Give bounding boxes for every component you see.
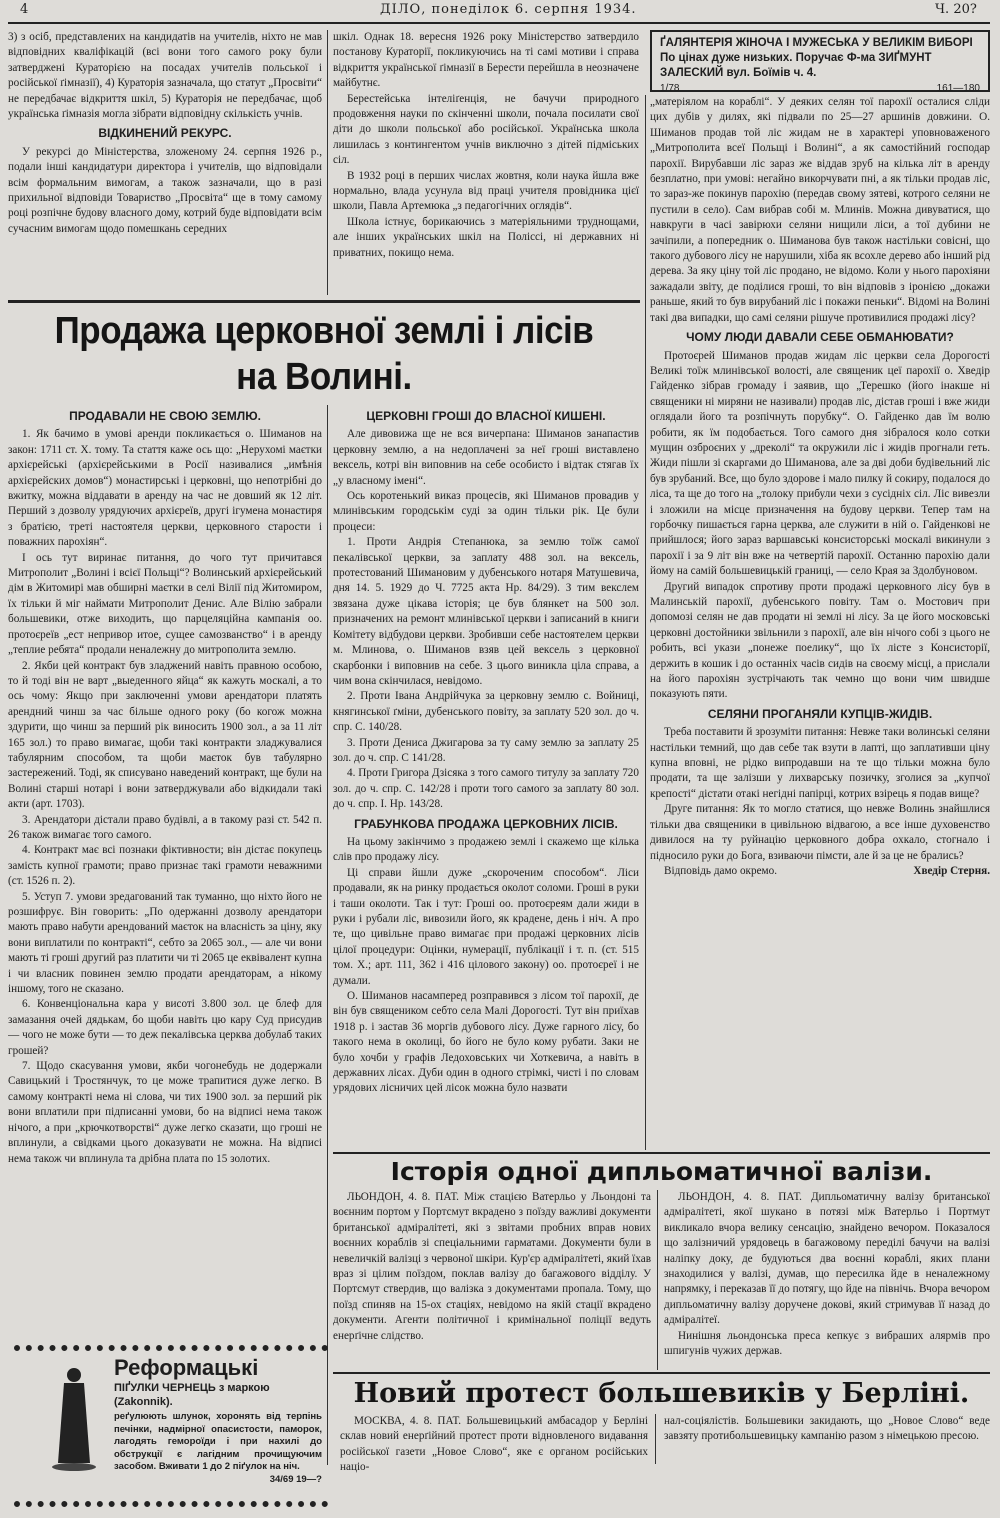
- headline-line: Продажа церковної землі і лісів: [54, 310, 594, 352]
- paragraph: 2. Якби цей контракт був зладжений навіть правною особою, то й тоді він не варт „выеденного яйца“ як кажуть москалі, а то ось чому: Якщо при заключенні умови арендатори платять арендний чинш за час більше одного року (бо когож можна здурити, що чинш за перший рік виносить 1900 зол., а за 11 літ 165 зол.) то право вимагає, щоби такі контракти зладжувалися табулярним способом, та щоби маєток був табулярно застережений. Тоді, як списувано наведений контракт, ще були на Волині старші нотарі і вони затверджували або відкидали такі акти (арт. 1703).: [8, 659, 322, 811]
- paragraph: 1. Як бачимо в умові аренди покликається о. Шиманов на закон: 1711 ст. Х. тому. Та стаття каже ось що: „Нерухомі маєтки архієрейські (архієрейськими в Росії називалися „имѣнія архієрейских домов“) монастирські і церковні, що непотрібні до вжитку, можна віддавати в аренду на час не довший як 12 літ. Перший з дозволу урядуючих архієреїв, другі ігумена монастиря з братією, треті настоятеля церкви, церковного старости і поважних парохіян“.: [8, 428, 322, 549]
- paragraph: 3) з осіб, представлених на кандидатів на учителів, ніхто не мав відповідних кваліфікацій (всі вони того самого року були затверджені Кураторією на посадах учителів польської і російської ґімназії), 4) Кураторія зазначала, що статут „Просвіти“ не передбачає відкриття шкіл, 5) Кураторія не передбачає, щоб українська ґімназія могла зібрати відповідну скількість учнів.: [8, 31, 322, 121]
- paragraph: Протоєрей Шиманов продав жидам ліс церкви села Дорогості Великі тоїж млинівської волості, але священик цеї парохії о. Хведір Гайденко зібрав громаду і заявив, що „Терешко (його інакше ні священики ні миряни не називали) продав ліс, дістав гроші і вже жиди оглядали його та розпічнуть порубку“. О. Гайденко дав їм волю робити, як їм подобається. Того самого дня зібралося коло сотки мущин озброєних у „дреколі“ та окружили ліс і жидів прогнали геть. Жиди пішли зі скаргами до Шиманова, але за дві доби будівельний ліс був зрубаний. Все, що було здорове і мало пилку й сокиру, подалося до ліса, та ще до того на „толоку прибули чехи з сусідніх сіл. Ліс вивезли і зложили на місце призначення на будову церкви. Тепер там на горбочку пишається гарна церква, але служити в ній о. Гайденкові не прийшлося; його зараз варшавські консисторські москалі викинули з парохії і за 9 літ він вже на четвертій парохії. Останню парохію дали йому на самій большевицькій границі, — село Края за Здолбуновом.: [650, 349, 990, 578]
- paragraph: шкіл. Однак 18. вересня 1926 року Міністерство затвердило постанову Кураторії, покликуючись на ті самі мотиви і справа відкриття української ґімназії в Берести перейшла в неозначене майбутнє.: [333, 31, 639, 90]
- section-heading: ВІДКИНЕНИЙ РЕКУРС.: [98, 126, 232, 141]
- paragraph: Треба поставити й зрозуміти питання: Невже таки волинські селяни настільки темний, що дав себе так взути в лапті, що заплативши ціну купна вповні, не рідко випродавши на те що тільки можна було продати, та ще залізши у лихварську позичку, зголися за „купчої крепості“ дістати отакі негідні папірці, котрих взірець я подав вище?: [650, 726, 990, 800]
- paragraph: І ось тут виринає питання, до чого тут причитався Митрополит „Волині і всієї Польщі“? Волинський архієрейський дім в Житомирі мав обширні маєтки в селі Вілії під Житомиром, їх тільки й міг наймати Митрополит Денис. Але Вілію забрали большевики, отже виходить, що парцеляційна кампанія оо. протоєреїв „ест непривор итое, сущее самозванство“ і в аренду „теплие ребята“ продали неналежну до митрополита землю.: [8, 551, 322, 657]
- story-rule: [333, 1372, 990, 1374]
- paragraph: 3. Проти Дениса Джигарова за ту саму землю за заплату 25 зол. до ч. спр. С 141/28.: [333, 736, 639, 764]
- pills-ad-body: [114, 1355, 322, 1486]
- article-column-1: [8, 405, 322, 1337]
- column-divider: [655, 1414, 656, 1464]
- author-signature: Хведір Стерня.: [913, 864, 990, 877]
- story-rule: [333, 1152, 990, 1154]
- section-heading: ЧОМУ ЛЮДИ ДАВАЛИ СЕБЕ ОБМАНЮВАТИ?: [686, 330, 954, 345]
- story3-column-2: [664, 1414, 990, 1474]
- page-number: 4: [20, 2, 29, 17]
- story2-column-2: [664, 1190, 990, 1370]
- paragraph: Ці справи йшли дуже „скороченим способом“. Ліси продавали, як на ринку продається околот соломи. Гроші в руки і таши околоти. Так і тут: Гроші оо. протоєреям дали жиди в руки і рубали ліс, вивозили його, як крадене, день і ніч. А про те, що цивільне право вимагає при продажі церковних лісів цілої процедури: Оцінки, нумерації, публікації і т. п. (ст. 515 том. Х.; арт. 111, 362 і 416 цілового закону) оо. протоєреї і не думали.: [333, 866, 639, 987]
- masthead: ДІЛО, понеділок 6. серпня 1934.: [380, 2, 637, 17]
- story3-column-1: [340, 1414, 648, 1474]
- paragraph: В 1932 році в перших числах жовтня, коли наука йшла вже нормально, влада усунула від праці учителя провідника цієї школи, Павла Артемюка „з педагогічних оглядів“.: [333, 169, 639, 213]
- paragraph: нал-соціялістів. Большевики закидають, що „Новое Слово“ веде завзяту протибольшевицьку кампанію разом з німецькою пресою.: [664, 1415, 990, 1443]
- paragraph: ЛЬОНДОН, 4. 8. ПАТ. Між стацією Ватерльо у Льондоні та воєнним портом у Портсмут вкрадено з поїзду важливі документи британської адміралітеті, які з звітами пробних вправ нових воєнних кораблів зі спеціальними гарматами. Документи були в невеличкій валізці з червоної шкіри. Кур'єр адміралітеті, який їхав враз зі цілим поїздом, поклав валізу до багажового відділу. У Портсмут ствердив, що валізка з документами пропала. Тому, що поїзд спиняв на 15-ох стаціях, невідомо на якій стації вкрадено документи. Агенти політичної і кримінальної поліції ведуть енерґічне слідство.: [333, 1191, 651, 1342]
- paragraph: Другий випадок спротиву проти продажі церковного лісу був в Малинській парохії, дубенського повіту. Там о. Мостович при допомозі селян не дав продати ні землі ні лісу. За це його московські церковні достойники звільнили з парохії, але він нічого собі з цього не робить, всі укази „понеже поелику“, що їх лісте з Консисторії, держить в кошик і до останніх часів сидів на своєму місці, а прислали на його парохіян зустрічають так чемно що вони чим швидше показують пяти.: [650, 580, 990, 701]
- paragraph: Нинішня льондонська преса кепкує з вибраших алярмів про шпигунів чужих держав.: [664, 1329, 990, 1358]
- ad-code: 161—180: [936, 83, 980, 94]
- article-column-3: [650, 95, 990, 1150]
- issue-number: Ч. 20?: [935, 2, 977, 17]
- monk-illustration-icon: [44, 1365, 104, 1475]
- section-heading: СЕЛЯНИ ПРОГАНЯЛИ КУПЦІВ-ЖИДІВ.: [707, 706, 933, 721]
- main-headline: [8, 308, 640, 400]
- ad-code: 34/69 19—?: [269, 1473, 322, 1485]
- paragraph: На цьому закінчимо з продажею землі і скажемо ще кілька слів про продажу лісу.: [333, 835, 639, 864]
- paragraph: ЛЬОНДОН, 4. 8. ПАТ. Дипльоматичну валізу британської адміралітеті, якої шукано в потязі між Ватерльо і Портмут викликало вчора велику сенсацію, знайдено вечором. Показалося що залізничий урядовець в багажовому переділі бачучи на валізі наліпку доку, де будуються два воєнні кораблі, яких плани знаходилися у валізі, думав, що пересилка йде в неналежному напрямку, і переказав її до потягу, що йде на північь. Вчора вечором дипльоматичну валізу доручене докові, який стримував її назад до адміралітеї.: [664, 1191, 990, 1327]
- ad-text: ҐАЛЯНТЕРІЯ ЖІНОЧА І МУЖЕСЬКА У ВЕЛИКІМ ВИБОРІ По цінах дуже низьких. Поручає Ф-ма ЗИҐМУНТ ЗАЛЕСКИЙ вул. Боїмів ч. 4.: [660, 37, 973, 79]
- paragraph: О. Шиманов насамперед розправився з лісом тої парохії, де він був священиком себто села Малі Дорогості. Тут він приїхав 1918 р. і застав 36 моргів дубового лісу. Дуже гарного лісу, бо такого нема в околиці, бо його не було кому рубати. Заки не було хочби у графів Ледоховських чи Хоткевича, а навіть в державних лісах. Дуби один в одного стрімкі, чисті і по словам урядових лісничих цей лісок можна було назвати: [333, 990, 639, 1095]
- section-heading: ЦЕРКОВНІ ГРОШІ ДО ВЛАСНОЇ КИШЕНІ.: [366, 409, 606, 423]
- story3-headline: Новий протест большевиків у Берліні.: [353, 1378, 970, 1409]
- section-heading: ГРАБУНКОВА ПРОДАЖА ЦЕРКОВНИХ ЛІСІВ.: [354, 816, 618, 831]
- ad-text: реґулюють шлунок, хоронять від терпінь печінки, надмірної опасистости, паморок, лагодять гемороїди і при нахилі до обструкції є лагідним прочищуючим засобом. Вживати 1 до 2 піґулок на ніч.: [114, 1411, 322, 1472]
- column-divider: [657, 1190, 658, 1370]
- column-divider: [327, 405, 328, 1465]
- header-rule: [8, 22, 990, 24]
- paragraph: Ось коротенький виказ процесів, які Шиманов провадив у млинівським городськім суді за один тільки рік. Це були процеси:: [333, 490, 639, 533]
- article-column-2: [333, 405, 639, 1150]
- ad-subtitle: з маркою (Zakonnik).: [114, 1382, 270, 1408]
- paragraph: Берестейська інтеліґенція, не бачучи природного продовження науки по скінченні школи, почала посилати свої діти до школи польської або російської. Українська школа лишилась з контингентом учнів виключно з дітей підміських сіл.: [333, 92, 639, 167]
- paragraph: 6. Конвенціональна кара у висоті 3.800 зол. це блеф для замазання очей дядькам, бо щоби навіть цю кару Суд присудив — чого не може бути — то деж пекалівська церква добулаб таких грошей?: [8, 998, 322, 1057]
- paragraph: [650, 864, 990, 879]
- closing-line: Відповідь дамо окремо.: [664, 864, 778, 877]
- section-heading: ПРОДАВАЛИ НЕ СВОЮ ЗЕМЛЮ.: [69, 409, 261, 423]
- ad-code: 1/78: [660, 83, 680, 94]
- paragraph: „матеріялом на кораблі“. У деяких селян тої парохії осталися сліди цих дубів у дилях, які підвали по 25—27 аршинів довжини. О. Шиманов продав той ліс жидам не в характері уповноваженого „Митрополита всеї Польщі і Волині“, а як самостійний господар парохії. Вирубавши ліс зараз же віддав зруб на кілька літ в аренду безплатно, при умові: негайно викорчувати пні, а як тільки продав ліс, то зараз-же покинув парохію (передав свому зятеві, котрого селяни не пустили в село). Сам вибрав собі м. Млинів. Можна дивуватися, що навкруги в часі завірюхи селяни нищили ліси, а тої дубини не зачіпили, а попередник о. Шиманова був також настільки совісні, що такого дубового лісу не нарушили, хіба як всохле дерево або інший рід дерева. За яку ціну той ліс продано, не відомо. Коли у нього парохіяни зажадали звіту, де поділися гроші, то він відповів з іронією „докажи раньше, який то був вирубаний ліс і покажи пеньки“. Відомі на Волині такі два випадки, що самі селяни рішуче противилися продажі лісу?: [650, 96, 990, 324]
- paragraph: 1. Проти Андрія Степанюка, за землю тоїж самої пекалівської церкви, за заплату 488 зол. на вексель, протестований Шимановим у дубенського нотаря Матушевича, дня 14. 5. 1929 до Ч. 7725 акта Нр. 84/29). З тим векслем звязана дуже цікава історія; це був блянкет на 500 зол. призначених на ремонт млинівської церкви і записаний в книги Комітету відбудови церкви. Зробивши себе настоятелем церкви м. Млинова, о. Шиманов взяв цей вексель з церковної скарбонки і виповнив на себе. З цього виникла ціла справа, а чим вона скінчилася, невідомо.: [333, 536, 639, 687]
- paragraph: Школа істнує, борикаючись з матеріяльними труднощами, але інших українських шкіл на Поліссі, ні державних ні приватних, покищо нема.: [333, 215, 639, 259]
- top-column-1: [8, 30, 322, 296]
- paragraph: 3. Арендатори дістали право будівлі, а в такому разі ст. 542 п. 26 також вимагає того самого.: [8, 813, 322, 841]
- column-divider: [327, 30, 328, 295]
- paragraph: У рекурсі до Міністерства, зложеному 24. серпня 1926 р., подали інші кандидатури директора і учителів, що відповідали всім формальним вимогам, а також зазначали, що в разі прихильної відповіди Товариство „Просвіта“ ще в тому самому році розпічне будову власного дому, котрий буде відповідати всім сучасним вимогам щодо помешкань середних: [8, 145, 322, 235]
- haberdashery-ad: [650, 30, 990, 92]
- paragraph: 4. Контракт має всі познаки фіктивности; він дістає покупець замість купної грамоти; право признає такі грамоти неважними (ст. 1526 п. 2).: [8, 844, 322, 888]
- pills-ad: [14, 1345, 328, 1507]
- paragraph: Друге питання: Як то могло статися, що невже Волинь знайшлися тільки два священики в цивільною відвагою, а все інше духовенство дивилося на ту руйнацію церковного добра охкало, стогнало і підносило руки до Бога, взиваючи пімсти, але й за це не брались?: [650, 803, 990, 862]
- headline-line: на Волині.: [236, 356, 412, 398]
- column-divider: [645, 95, 646, 1150]
- ad-brand: Реформацькі: [114, 1355, 259, 1380]
- top-column-2: [333, 30, 639, 296]
- headline-rule: [8, 300, 640, 303]
- paragraph: 5. Уступ 7. умови зредагований так туманно, що ніхто його не розшифрує. Він говорить: „По одержанні дозволу арендатори мають право набути арендований маєток на власність за ціну, яку вони виплатили по контракті“, себто за 2065 зол., — але чи вони мають ті гроші другий раз платити чи ті 2065 це еквівалент купна і чи власник повинен землю продати арендаторам, а нікому іншому, того не сказано.: [8, 890, 322, 996]
- story2-headline: Історія одної дипльоматичної валізи.: [390, 1157, 933, 1186]
- paragraph: 7. Щодо скасування умови, якби чогонебудь не додержали Савицький і Тростянчук, то це може трапитися дуже легко. В самому контракті нема ні слова, чи тих 1900 зол. за перший рік вони вплатили при підписанні умови, бо на відписі нема також нічого, а при „крючкотворстві“ дуже легко сказати, що гроші не вплинули, а свідками цього доказувати не можна. На відписі нема також чи вплинула та дрібна плата по 15 золотих.: [8, 1060, 322, 1165]
- paragraph: МОСКВА, 4. 8. ПАТ. Большевицький амбасадор у Берліні склав новий енерґійний протест проти відновленого видавання російської газети „Новое Слово“, яке є органом російських націо-: [340, 1415, 648, 1474]
- paragraph: 4. Проти Григора Дзісяка з того самого титулу за заплату 720 зол. до ч. спр. С. 142/28 і проти того самого за заплату 80 зол. до ч. спр. І. Нр. 143/28.: [333, 767, 639, 811]
- paragraph: Але дивовижа ще не вся вичерпана: Шиманов занапастив церковну землю, а на недоплачені за неї гроші виставлено вексель, котрі він виповнив на себе особисто і відтак стягав їх „у власному імені“.: [333, 428, 639, 487]
- story2-column-1: [333, 1190, 651, 1370]
- ad-title: ПІҐУЛКИ ЧЕРНЕЦЬ: [114, 1382, 216, 1394]
- paragraph: 2. Проти Івана Андрійчука за церковну землю с. Войниці, княгинської ґміни, дубенського повіту, за заплату 520 зол. до ч. спр. С. 140/28.: [333, 690, 639, 734]
